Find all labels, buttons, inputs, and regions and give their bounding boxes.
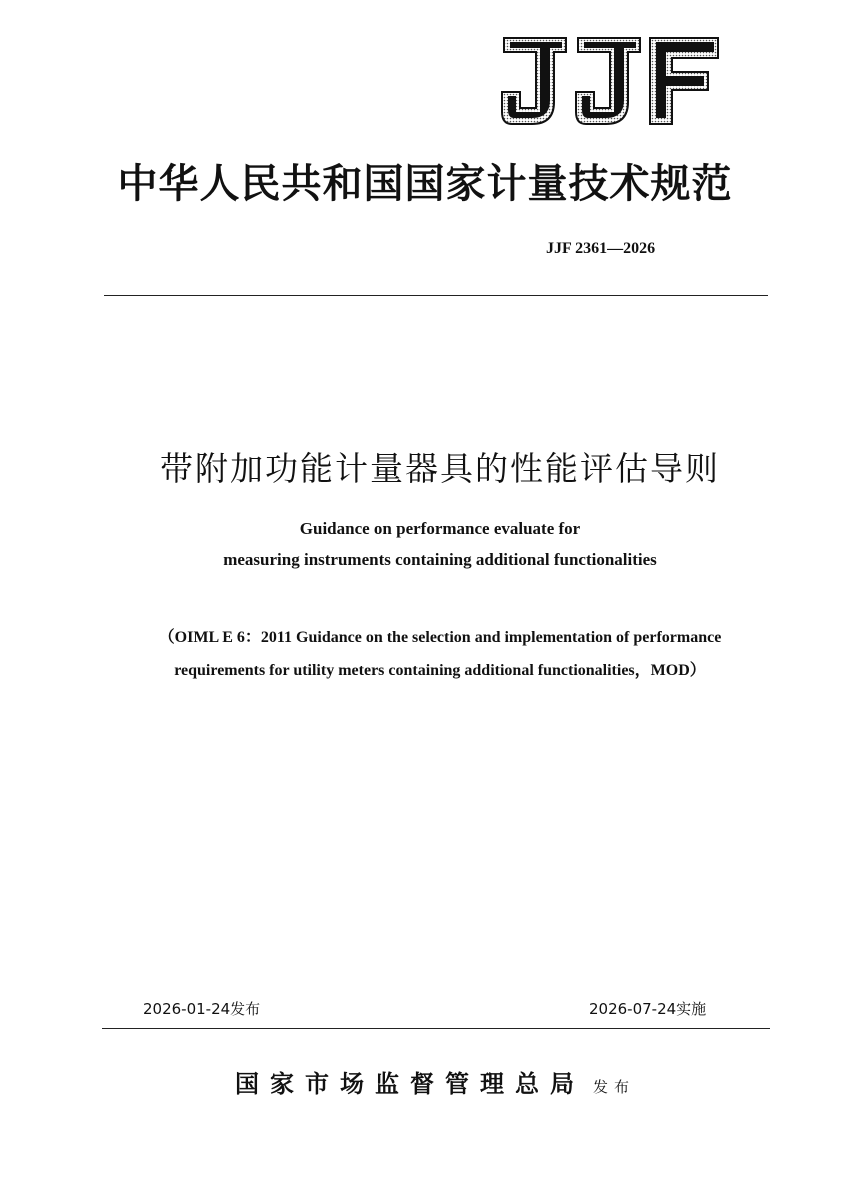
implementation-date: 2026-07-24实施 bbox=[589, 1000, 707, 1018]
bottom-divider bbox=[102, 1028, 770, 1029]
document-title-zh: 带附加功能计量器具的性能评估导则 bbox=[160, 449, 720, 488]
adoption-statement-line-2: requirements for utility meters containing additional functionalities，MOD） bbox=[174, 662, 706, 679]
logo-letter-j-2 bbox=[576, 38, 640, 124]
country-standard-title: 中华人民共和国国家计量技术规范 bbox=[117, 160, 733, 207]
publisher-name: 国家市场监督管理总局 bbox=[234, 1069, 585, 1098]
logo-letter-f bbox=[650, 38, 718, 124]
publisher-line bbox=[0, 1064, 850, 1099]
jjf-logo bbox=[500, 36, 720, 128]
logo-letter-j-1 bbox=[502, 38, 566, 124]
top-divider bbox=[104, 295, 768, 296]
document-title-en-line-1: Guidance on performance evaluate for bbox=[299, 519, 581, 538]
standard-number: JJF 2361—2026 bbox=[546, 240, 656, 257]
document-title-en-line-2: measuring instruments containing additional functionalities bbox=[223, 550, 657, 569]
publish-label: 发布 bbox=[592, 1078, 635, 1096]
issue-date: 2026-01-24发布 bbox=[143, 1000, 261, 1018]
adoption-statement-line-1: （OIML E 6：2011 Guidance on the selection and implementation of performance bbox=[158, 629, 722, 646]
